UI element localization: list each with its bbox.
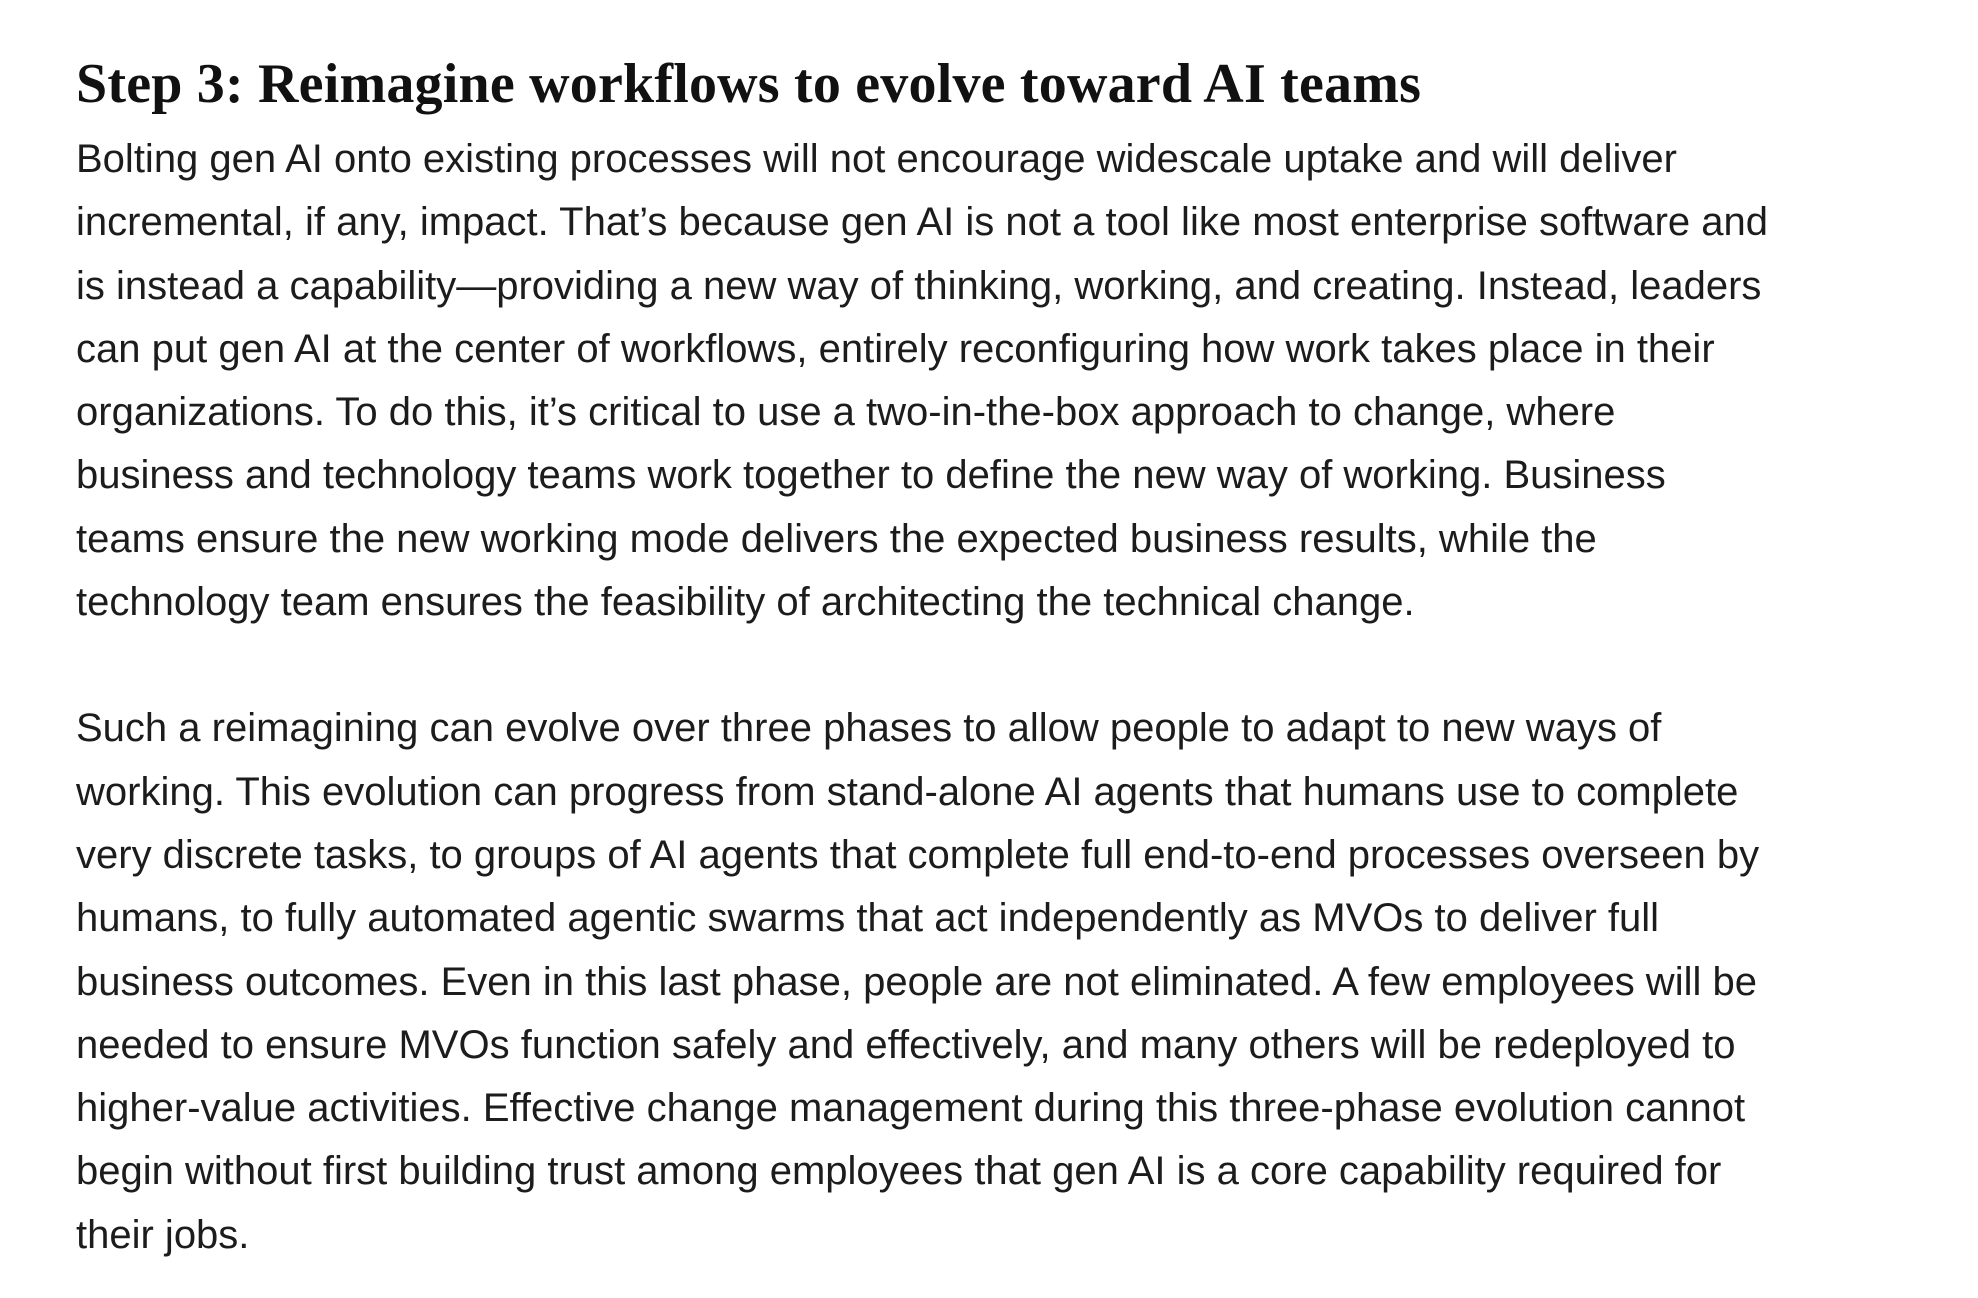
paragraph-line: Such a reimagining can evolve over three phases to allow people to adapt to new ways of xyxy=(76,706,1662,751)
article-body xyxy=(76,48,1936,1267)
paragraph-line: can put gen AI at the center of workflows, entirely reconfiguring how work takes place in their xyxy=(76,326,1715,371)
paragraph-line: is instead a capability—providing a new way of thinking, working, and creating. Instead, leaders xyxy=(76,263,1762,308)
paragraph-line: incremental, if any, impact. That’s because gen AI is not a tool like most enterprise software and xyxy=(76,200,1768,245)
paragraph-line: humans, to fully automated agentic swarms that act independently as MVOs to deliver full xyxy=(76,896,1660,941)
paragraph-1 xyxy=(76,128,1936,634)
paragraph-line: their jobs. xyxy=(76,1212,250,1257)
paragraph-line: technology team ensures the feasibility of architecting the technical change. xyxy=(76,580,1415,625)
paragraph-line: business and technology teams work together to define the new way of working. Business xyxy=(76,453,1666,498)
paragraph-line: very discrete tasks, to groups of AI agents that complete full end-to-end processes overseen by xyxy=(76,832,1760,877)
paragraph-line: working. This evolution can progress from stand-alone AI agents that humans use to complete xyxy=(76,769,1739,814)
paragraph-line: organizations. To do this, it’s critical to use a two-in-the-box approach to change, where xyxy=(76,390,1616,435)
section-heading: Step 3: Reimagine workflows to evolve toward AI teams xyxy=(76,53,1422,115)
paragraph-line: begin without first building trust among employees that gen AI is a core capability required for xyxy=(76,1149,1722,1194)
paragraph-2 xyxy=(76,697,1936,1267)
paragraph-line: higher-value activities. Effective change management during this three-phase evolution cannot xyxy=(76,1086,1746,1131)
paragraph-line: teams ensure the new working mode delivers the expected business results, while the xyxy=(76,516,1597,561)
paragraph-line: needed to ensure MVOs function safely and effectively, and many others will be redeployed to xyxy=(76,1022,1736,1067)
paragraph-line: Bolting gen AI onto existing processes will not encourage widescale uptake and will deliver xyxy=(76,137,1677,181)
paragraph-line: business outcomes. Even in this last phase, people are not eliminated. A few employees will be xyxy=(76,959,1757,1004)
